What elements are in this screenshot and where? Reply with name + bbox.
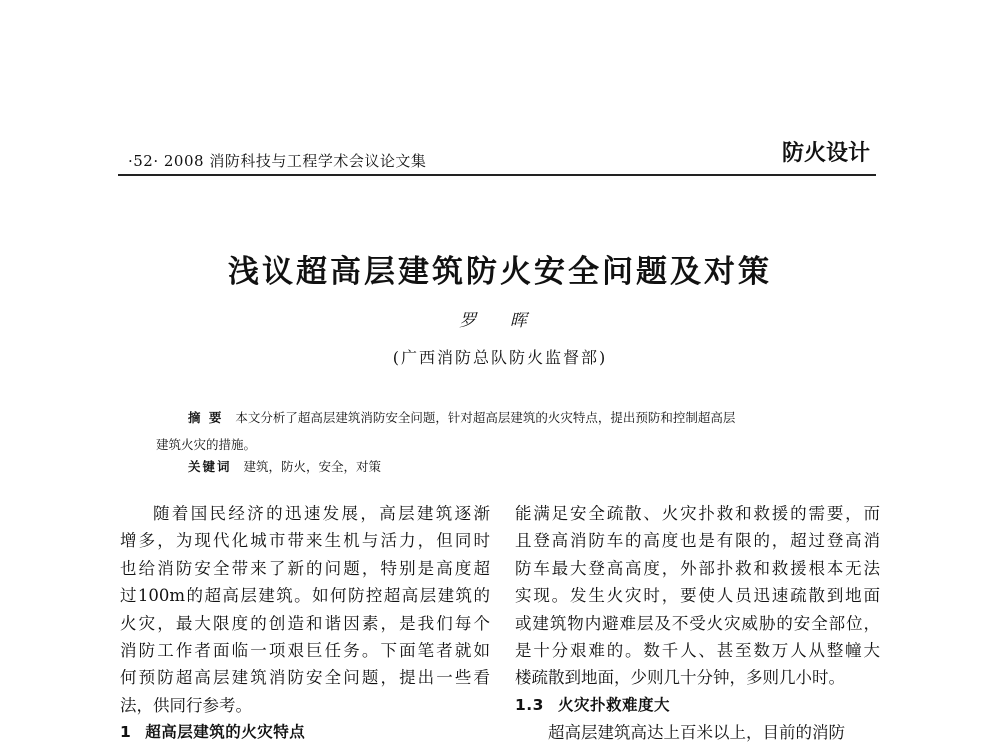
header-divider — [118, 174, 876, 176]
section-title: 超高层建筑的火灾特点 — [145, 723, 306, 742]
section-label: 防火设计 — [781, 141, 870, 166]
abstract-text-2: 建筑火灾的措施。 — [156, 437, 257, 452]
running-head: ·52· 2008 消防科技与工程学术会议论文集 — [128, 152, 427, 170]
body-line: 消防工作者面临一项艰巨任务。下面笔者就如 — [120, 641, 490, 661]
author-affiliation: (广西消防总队防火监督部) — [392, 348, 608, 367]
subsection-number: 1.3 — [515, 695, 544, 714]
body-line: 何预防超高层建筑消防安全问题，提出一些看 — [120, 668, 490, 688]
abstract-text-1: 本文分析了超高层建筑消防安全问题，针对超高层建筑的火灾特点，提出预防和控制超高层 — [235, 410, 736, 425]
keywords-label: 关键词 — [188, 459, 232, 474]
body-line: 过100m的超高层建筑。如何防控超高层建筑的 — [120, 586, 490, 606]
body-line: 楼疏散到地面，少则几十分钟，多则几小时。 — [515, 668, 845, 688]
body-column-left — [120, 500, 490, 747]
abstract — [156, 404, 846, 458]
section-heading — [120, 719, 490, 746]
body-line: 实现。发生火灾时，要使人员迅速疏散到地面 — [515, 586, 880, 606]
keywords-text: 建筑，防火，安全，对策 — [243, 459, 382, 474]
body-line: 且登高消防车的高度也是有限的，超过登高消 — [515, 531, 880, 551]
body-line: 也给消防安全带来了新的问题，特别是高度超 — [120, 558, 490, 578]
body-line: 或建筑物内避难层及不受火灾威胁的安全部位， — [515, 613, 880, 633]
body-column-right — [515, 500, 880, 747]
section-number: 1 — [120, 723, 132, 742]
body-line: 能满足安全疏散、火灾扑救和救援的需要，而 — [515, 504, 880, 523]
body-line: 超高层建筑高达上百米以上，目前的消防 — [548, 723, 845, 743]
body-line: 火灾，最大限度的创造和谐因素，是我们每个 — [120, 613, 490, 633]
body-line: 增多，为现代化城市带来生机与活力，但同时 — [120, 531, 490, 551]
abstract-line-1 — [156, 404, 846, 431]
body-line: 法，供同行参考。 — [120, 695, 252, 715]
abstract-label: 摘 要 — [188, 410, 224, 425]
subsection-title: 火灾扑救难度大 — [557, 695, 670, 714]
keywords — [188, 457, 381, 475]
body-line: 是十分艰难的。数千人、甚至数万人从整幢大 — [515, 641, 880, 661]
subsection-heading — [515, 692, 880, 719]
author-name: 罗 晖 — [459, 311, 541, 331]
body-line: 随着国民经济的迅速发展，高层建筑逐渐 — [153, 504, 490, 523]
body-line: 防车最大登高高度，外部扑救和救援根本无法 — [515, 558, 880, 578]
article-title: 浅议超高层建筑防火安全问题及对策 — [228, 254, 772, 290]
